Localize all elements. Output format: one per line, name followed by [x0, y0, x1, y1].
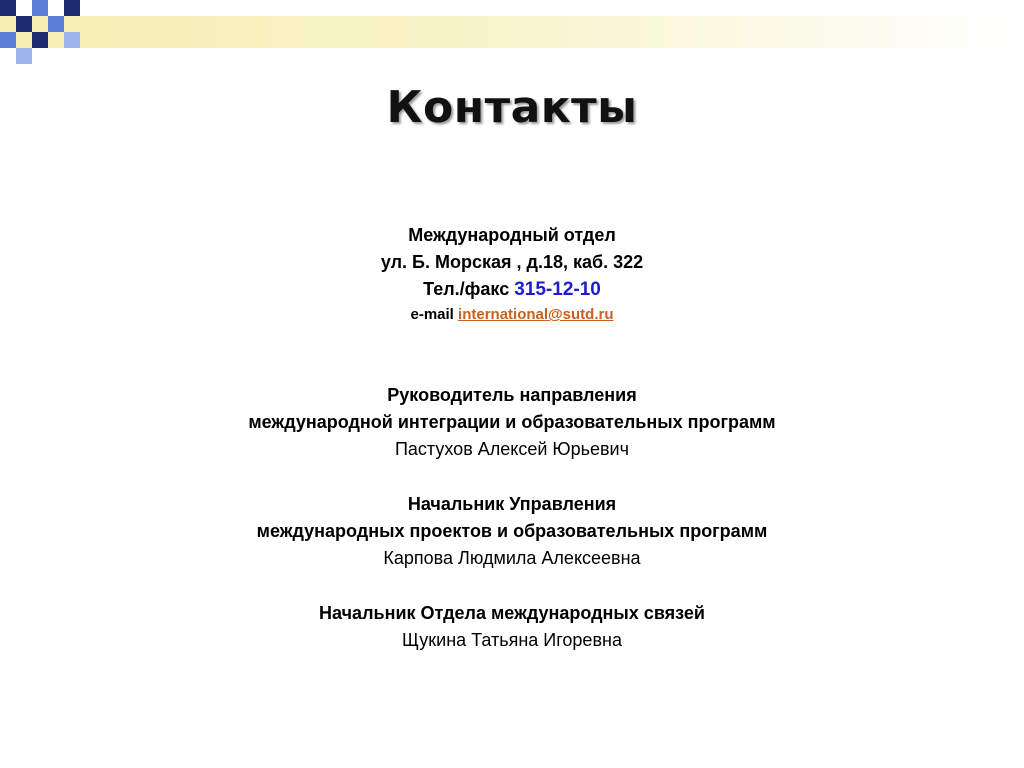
dept-name: Международный отдел: [408, 225, 616, 245]
contact-3-role-line1: Начальник Отдела международных связей: [319, 603, 705, 623]
phone-label: Тел./факс: [423, 279, 510, 299]
contacts-content: [0, 222, 1024, 654]
contact-1-role-line1: Руководитель направления: [387, 385, 637, 405]
contact-1-role-line2: международной интеграции и образовательных программ: [248, 412, 776, 432]
contact-1-person: Пастухов Алексей Юрьевич: [394, 439, 629, 459]
dept-phone-line: [0, 276, 1024, 303]
dept-address: ул. Б. Морская , д.18, каб. 322: [380, 252, 644, 272]
contact-3-person: Щукина Татьяна Игоревна: [402, 630, 622, 650]
checkerboard-decoration: [0, 0, 80, 64]
page-title: Контакты: [386, 82, 638, 133]
contact-2-role-line1: Начальник Управления: [407, 494, 617, 514]
spacer: [0, 355, 1024, 382]
spacer: [0, 463, 1024, 491]
contact-2-role-line2: международных проектов и образовательных программ: [256, 521, 768, 541]
header-band: [0, 16, 1024, 48]
spacer: [0, 572, 1024, 600]
email-link[interactable]: international@sutd.ru: [458, 306, 614, 323]
spacer: [0, 327, 1024, 355]
email-label: e-mail: [410, 306, 454, 323]
dept-email-line: [0, 303, 1024, 327]
contact-2-person: Карпова Людмила Алексеевна: [383, 548, 641, 568]
phone-number: 315-12-10: [514, 279, 601, 300]
